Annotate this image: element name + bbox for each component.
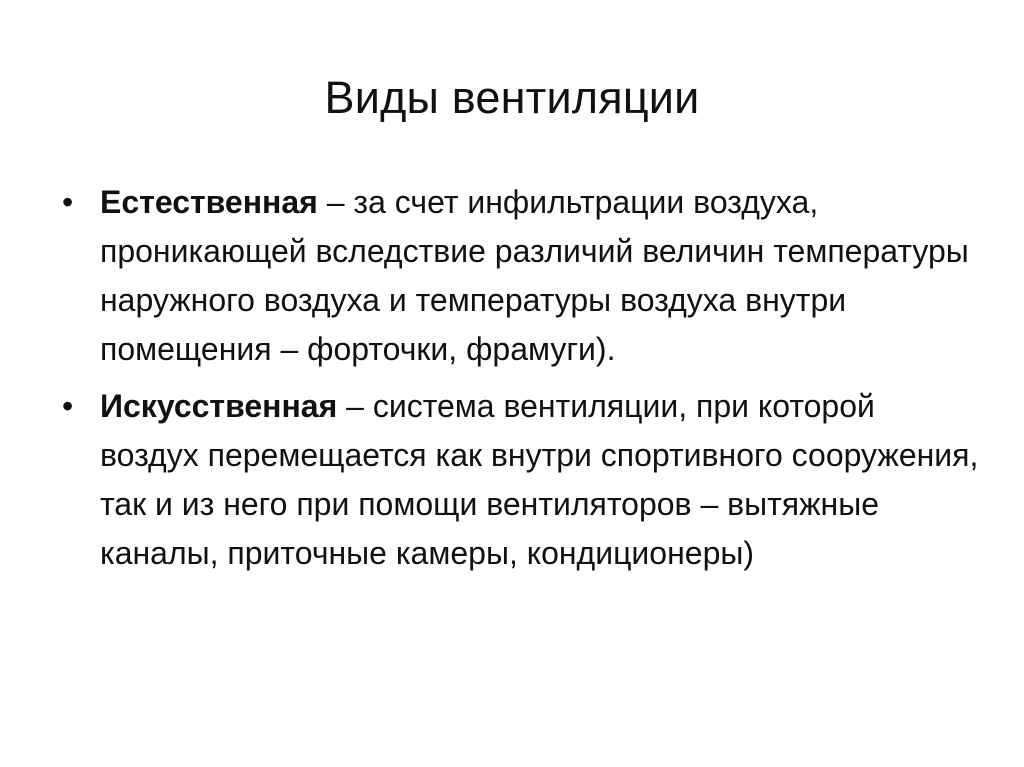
bullet-term-natural: Естественная <box>100 184 318 220</box>
bullet-marker: • <box>62 388 74 424</box>
bullet-list <box>60 178 980 578</box>
bullet-marker: • <box>62 184 74 220</box>
bullet-item-natural <box>60 178 980 374</box>
bullet-term-artificial: Искусственная <box>100 388 338 424</box>
slide-title: Виды вентиляции <box>324 72 700 123</box>
bullet-text-artificial: – система вентиляции, при которой воздух перемещается как внутри спортивного сооружения, так и из него при помощи вентиляторов – вытяжные каналы, приточные камеры, кондиционеры) <box>100 388 979 571</box>
slide-content <box>60 178 980 586</box>
bullet-item-artificial <box>60 382 980 578</box>
bullet-text-natural: – за счет инфильтрации воздуха, проникающей вследствие различий величин температуры наружного воздуха и температуры воздуха внутри помещения – форточки, фрамуги). <box>100 184 969 367</box>
